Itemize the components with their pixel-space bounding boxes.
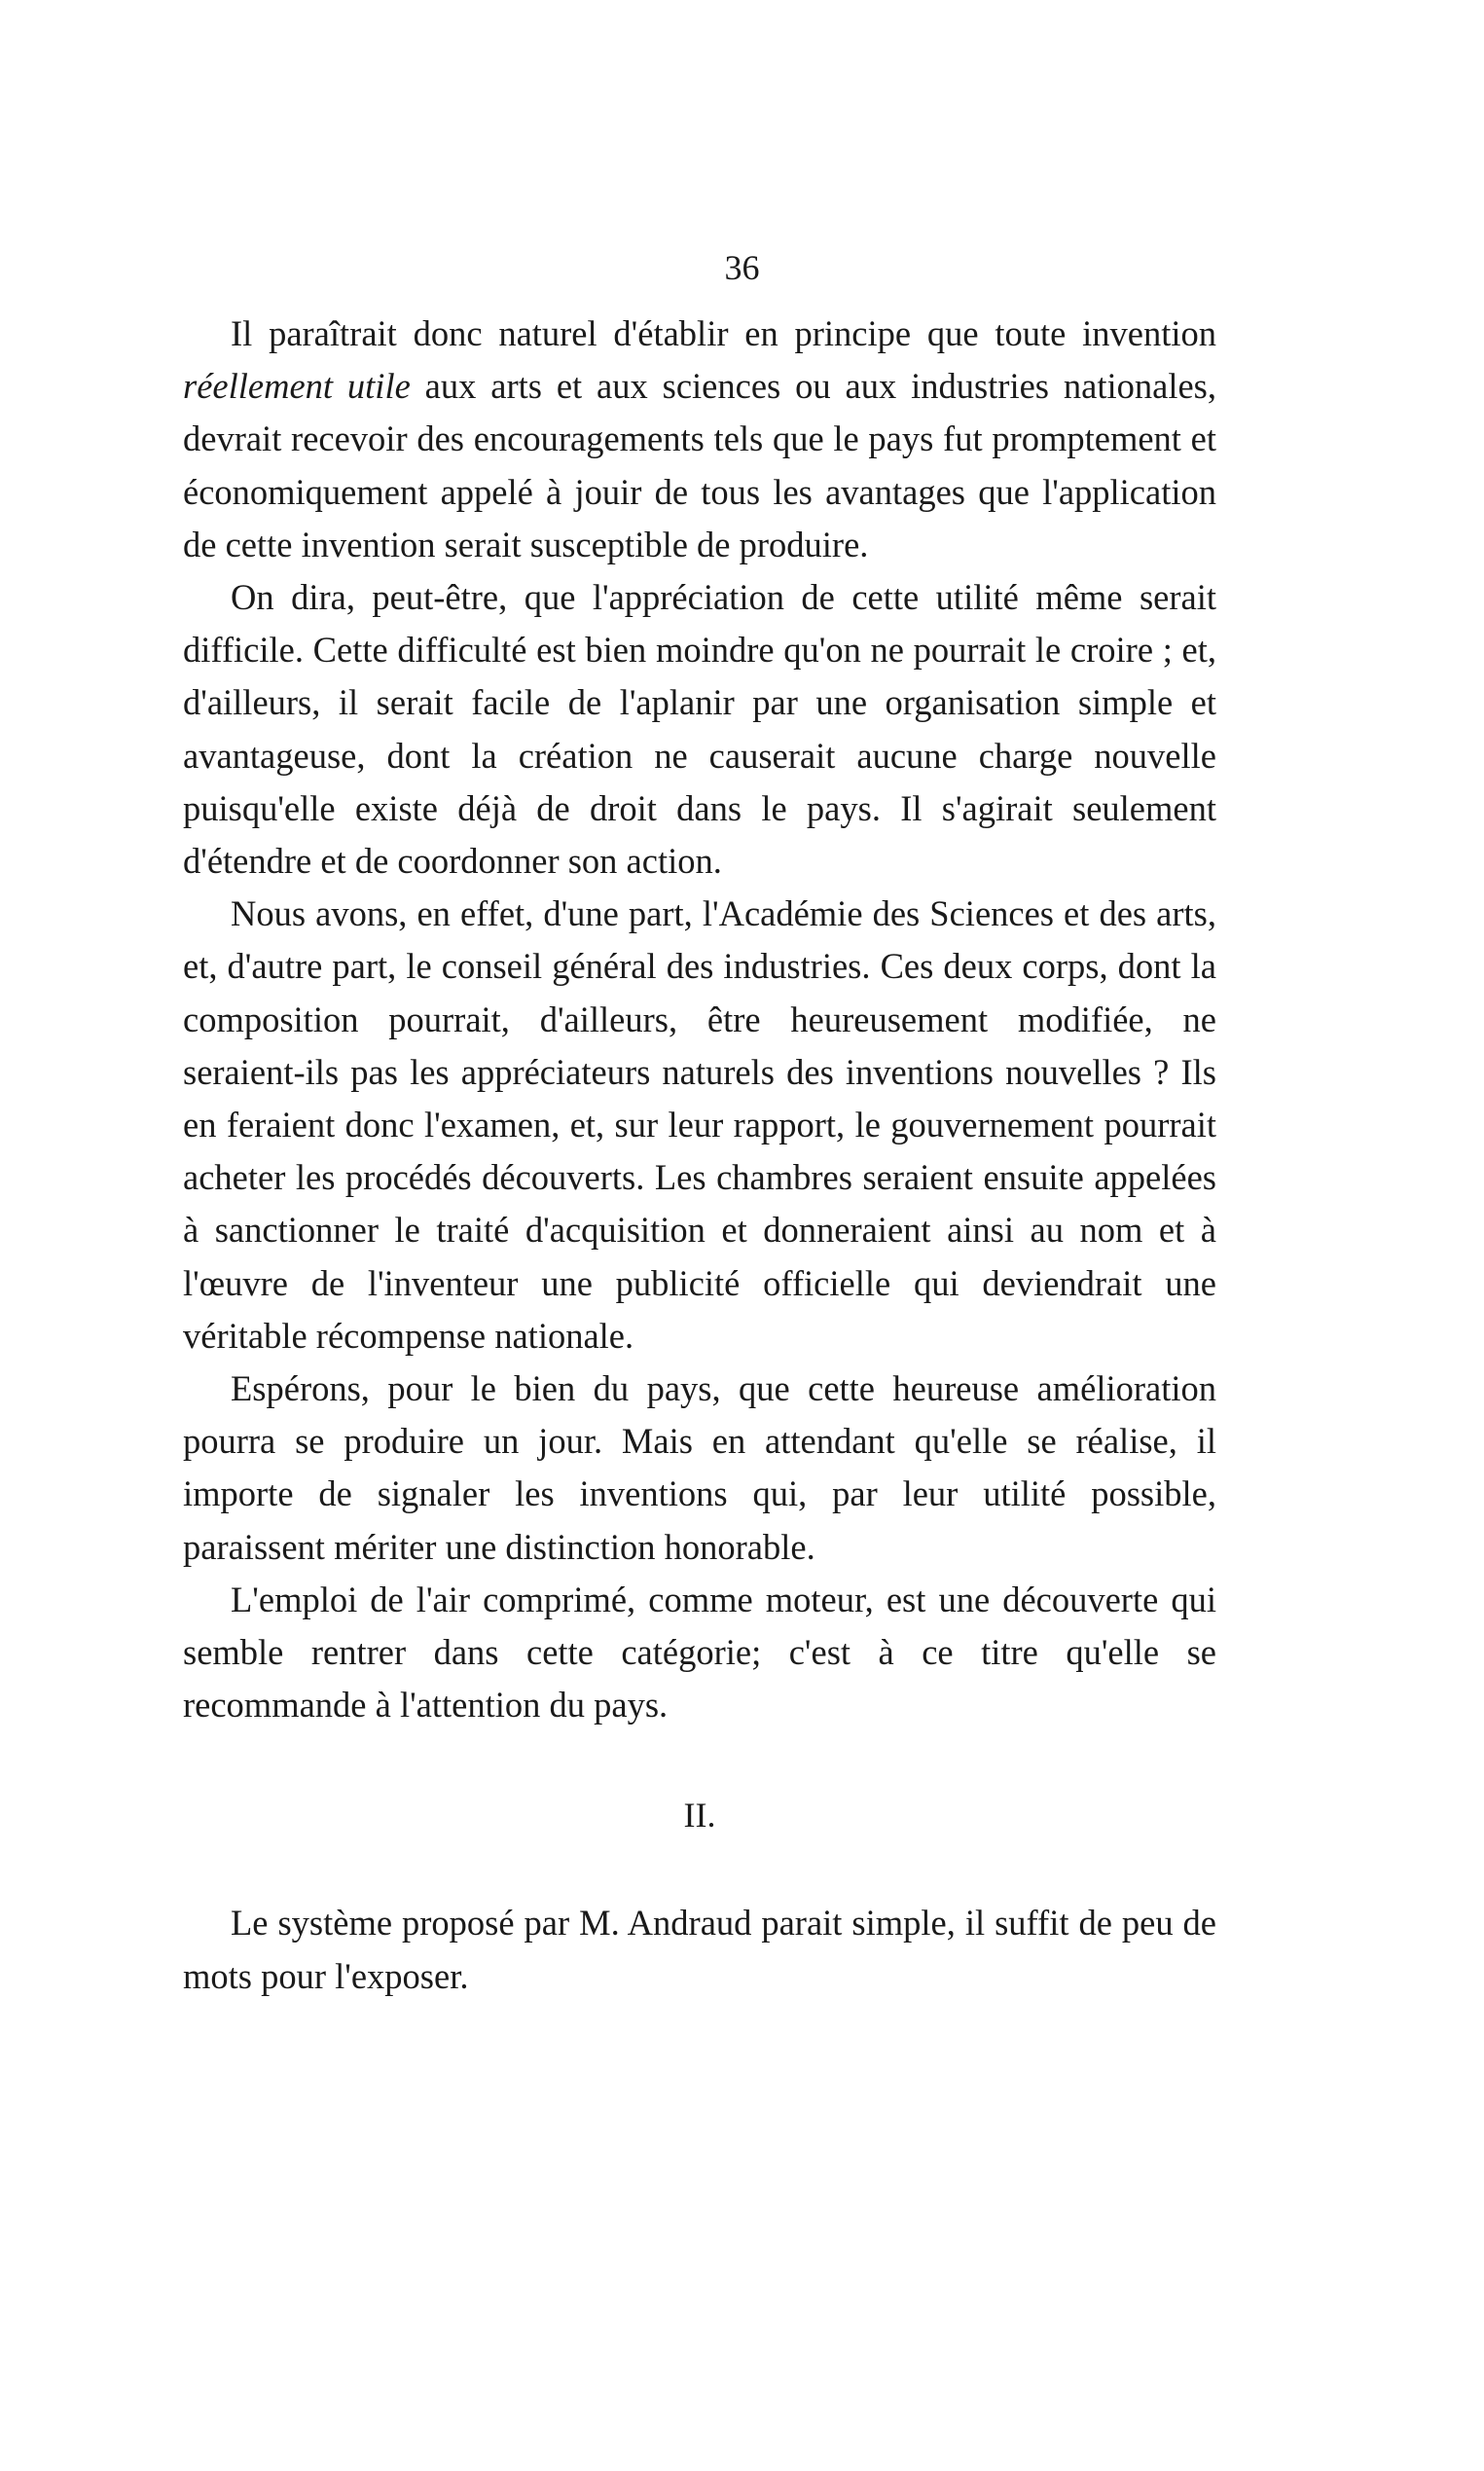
- body-text: [183, 308, 1216, 2003]
- paragraph-3: Nous avons, en effet, d'une part, l'Académie des Sciences et des arts, et, d'autre part, le conseil général des industries. Ces deux corps, dont la composition pourrait, d'ailleurs, être heureusement modifiée, ne seraient-ils pas les appréciateurs naturels des inventions nouvelles ? Ils en feraient donc l'examen, et, sur leur rapport, le gouvernement pourrait acheter les procédés découverts. Les chambres seraient ensuite appelées à sanctionner le traité d'acquisition et donneraient ainsi au nom et à l'œuvre de l'inventeur une publicité officielle qui deviendrait une véritable récompense nationale.: [183, 893, 1216, 1356]
- paragraph-1-emphasis: réellement utile: [183, 366, 411, 407]
- paragraph-2: On dira, peut-être, que l'appréciation de cette utilité même serait difficile. Cette difficulté est bien moindre qu'on ne pourrait le croire ; et, d'ailleurs, il serait facile de l'aplanir par une organisation simple et avantageuse, dont la création ne causerait aucune charge nouvelle puisqu'elle existe déjà de droit dans le pays. Il s'agirait seulement d'étendre et de coordonner son action.: [183, 577, 1216, 882]
- paragraph-5: L'emploi de l'air comprimé, comme moteur, est une découverte qui semble rentrer dans cette catégorie; c'est à ce titre qu'elle se recommande à l'attention du pays.: [183, 1579, 1216, 1726]
- paragraph-4: Espérons, pour le bien du pays, que cette heureuse amélioration pourra se produire un jour. Mais en attendant qu'elle se réalise, il importe de signaler les inventions qui, par leur utilité possible, paraissent mériter une distinction honorable.: [183, 1368, 1216, 1567]
- section-heading: II.: [683, 1796, 716, 1835]
- paragraph-1-end: aux arts et aux sciences ou aux industries nationales, devrait recevoir des encouragements tels que le pays fut promptement et économiquement appelé à jouir de tous les avantages que l'application de cette invention serait susceptible de produire.: [183, 366, 1216, 564]
- paragraph-1: [183, 308, 1216, 571]
- paragraph-1-start: Il paraîtrait donc naturel d'établir en principe que toute invention: [231, 313, 1216, 353]
- paragraph-6: Le système proposé par M. Andraud parait simple, il suffit de peu de mots pour l'exposer.: [183, 1903, 1216, 1996]
- page-number: 36: [724, 248, 760, 287]
